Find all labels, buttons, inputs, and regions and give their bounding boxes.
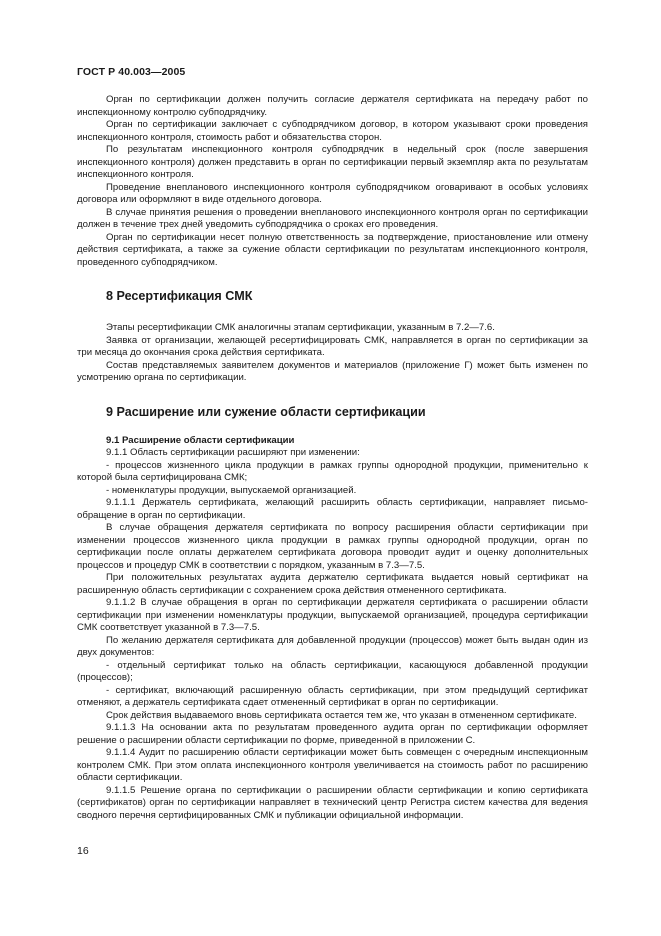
paragraph: 9.1.1.1 Держатель сертификата, желающий расширить область сертификации, направляет письмо-обращение в орган по сертификации.: [77, 497, 588, 521]
paragraph: При положительных результатах аудита держателю сертификата выдается новый сертификат на расширенную область сертификации с сохранением срока действия отмененного сертификата.: [77, 572, 588, 596]
paragraph: Состав представляемых заявителем документов и материалов (приложение Г) может быть изменен по усмотрению органа по сертификации.: [77, 359, 588, 383]
paragraph: - процессов жизненного цикла продукции в рамках группы однородной продукции, применительно к которой была сертифицирована СМК;: [77, 459, 588, 483]
subsection-heading-scope-extension: 9.1 Расширение области сертификации: [106, 434, 295, 446]
paragraph: Орган по сертификации заключает с субподрядчиком договор, в котором указывают сроки проведения инспекционного контроля, стоимость работ и обязательства сторон.: [77, 119, 588, 143]
document-code-header: ГОСТ Р 40.003—2005: [77, 66, 186, 78]
paragraph: В случае принятия решения о проведении внепланового инспекционного контроля орган по сертификации должен в течение трех дней уведомить субподрядчика о сроках его проведения.: [77, 206, 588, 230]
paragraph: Срок действия выдаваемого вновь сертификата остается тем же, что указан в отмененном сертификате.: [106, 709, 577, 721]
paragraph: 9.1.1.4 Аудит по расширению области сертификации может быть совмещен с очередным инспекционным контролем СМК. При этом оплата инспекционного контроля увеличивается на стоимость работ по расширению области сертификации.: [77, 747, 588, 783]
paragraph: - сертификат, включающий расширенную область сертификации, при этом предыдущий сертификат отменяют, а держатель сертификата сдает отмененный сертификат в орган по сертификации.: [77, 684, 588, 708]
paragraph: По желанию держателя сертификата для добавленной продукции (процессов) может быть выдан один из двух документов:: [77, 634, 588, 658]
page-number: 16: [77, 845, 89, 857]
paragraph: 9.1.1.5 Решение органа по сертификации о расширении области сертификации и копию сертификата (сертификатов) орган по сертификации направляет в технический центр Регистра систем качества для ведения сводного перечня сертифицированных СМК и публикации официальной информации.: [77, 784, 588, 821]
paragraph: Орган по сертификации несет полную ответственность за подтверждение, приостановление или отмену действия сертификата, а также за сужение области сертификации по результатам инспекционного контроля, проведенного субподрядчиком.: [77, 231, 588, 268]
section-heading-recertification: 8 Ресертификация СМК: [106, 289, 253, 303]
paragraph: По результатам инспекционного контроля субподрядчик в недельный срок (после завершения инспекционного контроля) должен представить в орган по сертификации первый экземпляр акта по результатам инспекционного контроля.: [77, 144, 588, 180]
paragraph: - отдельный сертификат только на область сертификации, касающуюся добавленной продукции (процессов);: [77, 659, 588, 683]
paragraph: Проведение внепланового инспекционного контроля субподрядчиком оговаривают в особых условиях договора или оформляют в виде отдельного договора.: [77, 181, 588, 205]
paragraph: 9.1.1.3 На основании акта по результатам проведенного аудита орган по сертификации оформляет решение о расширении области сертификации по форме, приведенной в приложении С.: [77, 722, 588, 746]
paragraph: 9.1.1.2 В случае обращения в орган по сертификации держателя сертификата о расширении области сертификации при изменении номенклатуры продукции, выпускаемой организацией, процедура сертификации СМК соответствует указанной в 7.3—7.5.: [77, 597, 588, 633]
paragraph: Орган по сертификации должен получить согласие держателя сертификата на передачу работ по инспекционному контролю субподрядчику.: [77, 94, 588, 118]
document-body: [77, 94, 588, 822]
paragraph: - номенклатуры продукции, выпускаемой организацией.: [106, 484, 357, 496]
paragraph: Заявка от организации, желающей ресертифицировать СМК, направляется в орган по сертификации за три месяца до окончания срока действия сертификата.: [77, 334, 588, 358]
paragraph: В случае обращения держателя сертификата по вопросу расширения области сертификации при изменении процессов жизненного цикла продукции в рамках группы однородной продукции, орган по сертификации после оплаты держателем сертификата договора проводит аудит и оценку дополнительных процессов и процедур СМК в соответствии с порядком, указанным в 7.3—7.5.: [77, 522, 588, 571]
paragraph: 9.1.1 Область сертификации расширяют при изменении:: [106, 447, 360, 458]
paragraph: Этапы ресертификации СМК аналогичны этапам сертификации, указанным в 7.2—7.6.: [106, 322, 495, 333]
section-heading-scope-change: 9 Расширение или сужение области сертификации: [106, 404, 426, 419]
